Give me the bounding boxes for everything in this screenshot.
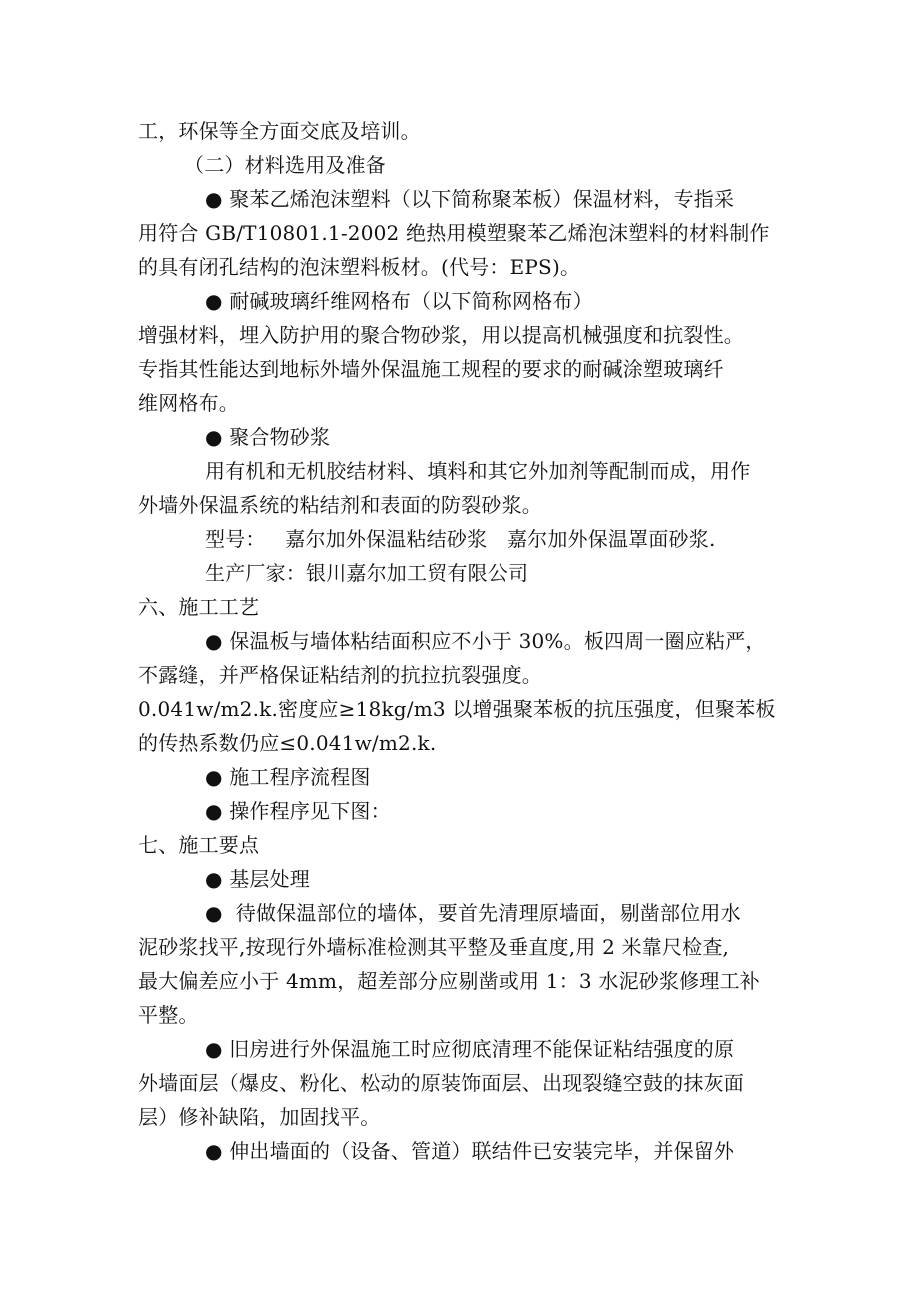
bullet-item: ● 施工程序流程图 [205,765,371,789]
text-line: 的具有闭孔结构的泡沫塑料板材。(代号：EPS)。 [138,255,581,279]
text-line: 层）修补缺陷，加固找平。 [138,1105,381,1129]
bullet-item: ● 旧房进行外保温施工时应彻底清理不能保证粘结强度的原 [205,1037,735,1061]
section-heading: （二）材料选用及准备 [184,153,386,177]
bullet-item: ● 操作程序见下图： [205,799,391,823]
section-heading: 七、施工要点 [138,833,260,857]
bullet-item: ● 聚苯乙烯泡沫塑料（以下简称聚苯板）保温材料，专指采 [205,187,735,211]
bullet-item: ● 耐碱玻璃纤维网格布（以下简称网格布） [205,289,593,313]
text-line: 的传热系数仍应≤0.041w/m2.k. [138,731,437,755]
bullet-item: ● 基层处理 [205,867,311,891]
model-line: 型号： 嘉尔加外保温粘结砂浆 嘉尔加外保温罩面砂浆. [205,527,716,551]
text-line: 泥砂浆找平,按现行外墙标准检测其平整及垂直度,用 2 米靠尺检查, [138,935,730,959]
text-line: 用符合 GB/T10801.1-2002 绝热用模塑聚苯乙烯泡沫塑料的材料制作 [138,221,770,245]
text-line: 不露缝，并严格保证粘结剂的抗拉抗裂强度。 [138,663,542,687]
text-line: 平整。 [138,1003,199,1027]
text-line: 0.041w/m2.k.密度应≥18kg/m3 以增强聚苯板的抗压强度，但聚苯板 [138,697,776,721]
text-line: 用有机和无机胶结材料、填料和其它外加剂等配制而成，用作 [205,459,751,483]
bullet-item: ● 待做保温部位的墙体，要首先清理原墙面，剔凿部位用水 [205,901,741,925]
bullet-item: ● 伸出墙面的（设备、管道）联结件已安装完毕，并保留外 [205,1139,735,1163]
text-line: 最大偏差应小于 4mm，超差部分应剔凿或用 1：3 水泥砂浆修理工补 [138,969,760,993]
bullet-item: ● 保温板与墙体粘结面积应不小于 30%。板四周一圈应粘严， [205,629,766,653]
text-line: 增强材料，埋入防护用的聚合物砂浆，用以提高机械强度和抗裂性。 [138,323,744,347]
text-line: 外墙外保温系统的粘结剂和表面的防裂砂浆。 [138,493,542,517]
text-line: 工，环保等全方面交底及培训。 [138,119,421,143]
bullet-item: ● 聚合物砂浆 [205,425,331,449]
text-line: 维网格布。 [138,391,239,415]
text-line: 外墙面层（爆皮、粉化、松动的原装饰面层、出现裂缝空鼓的抹灰面 [138,1071,744,1095]
manufacturer-line: 生产厂家：银川嘉尔加工贸有限公司 [205,561,529,585]
text-line: 专指其性能达到地标外墙外保温施工规程的要求的耐碱涂塑玻璃纤 [138,357,724,381]
section-heading: 六、施工工艺 [138,595,260,619]
